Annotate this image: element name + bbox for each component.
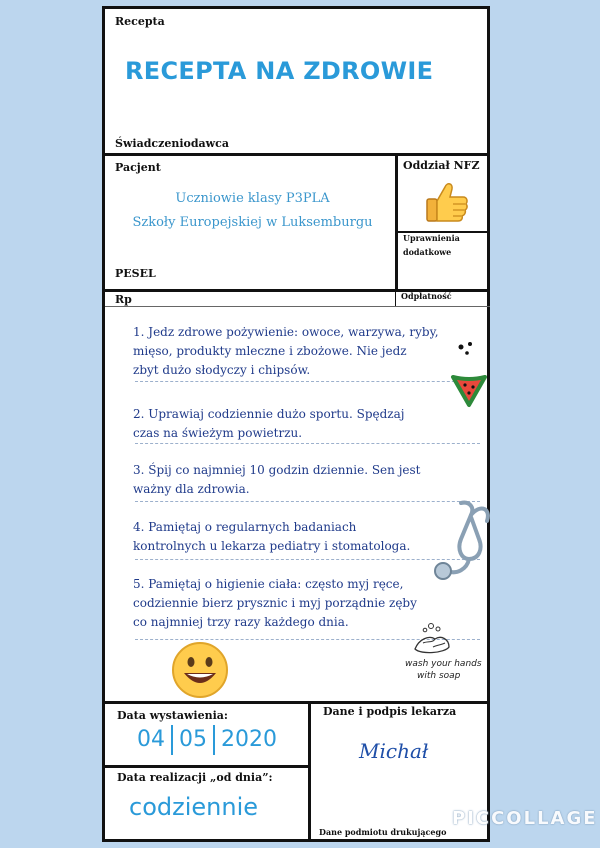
item-4-line-2: kontrolnych u lekarza pediatry i stomatologa. [133,539,411,553]
stethoscope-icon [431,499,497,589]
smiley-icon [171,641,229,699]
divider-patient-nfz [395,153,398,289]
rule-1 [135,381,480,382]
doctor-signature: Michał [359,739,429,763]
item-3-line-2: ważny dla zdrowia. [133,482,250,496]
item-2-line-1: 2. Uprawiaj codziennie dużo sportu. Spędzaj [133,407,405,421]
patient-label: Pacjent [115,161,161,174]
issue-day: 04 [137,727,165,752]
divider-rp [105,701,487,704]
list-item [133,323,463,380]
issue-year: 2020 [221,727,277,752]
app-watermark: PICCOLLAGE [452,808,598,829]
date-separator-1 [171,725,173,755]
item-5-line-1: 5. Pamiętaj o higienie ciała: często myj ręce, [133,577,404,591]
rp-label: Rp [115,293,132,306]
pesel-label: PESEL [115,267,156,280]
divider-bottom-vertical [308,701,311,842]
printer-label: Dane podmiotu drukującego [319,827,447,837]
payment-label: Odpłatność [401,291,452,301]
hand-wash-icon [405,621,457,657]
item-1-line-1: 1. Jedz zdrowe pożywienie: owoce, warzywa, ryby, [133,325,439,339]
patient-name-line1: Uczniowie klasy P3PLA [175,191,330,206]
list-item [133,518,463,556]
issue-month: 05 [179,727,207,752]
handwash-caption-line1: wash your hands [405,659,482,669]
item-1-line-2: mięso, produkty mleczne i zbożowe. Nie jedz [133,344,407,358]
page-title: RECEPTA NA ZDROWIE [125,57,434,85]
thumbs-up-icon [423,177,471,225]
item-2-line-2: czas na świeżym powietrzu. [133,426,303,440]
rule-4 [135,559,480,560]
item-5-line-2: codziennie bierz prysznic i myj porządnie zęby [133,596,417,610]
prescription-card [102,6,490,842]
extra-rights-line1: Uprawnienia [403,233,460,243]
item-3-line-1: 3. Śpij co najmniej 10 godzin dziennie. Sen jest [133,463,421,477]
watermelon-icon [445,341,489,411]
divider-rp-payment [395,292,396,306]
item-1-line-3: zbyt dużo słodyczy i chipsów. [133,363,311,377]
patient-name-line2: Szkoły Europejskiej w Luksemburgu [132,215,373,230]
divider-bottom-left [105,765,308,768]
rule-3 [135,501,480,502]
extra-rights-line2: dodatkowe [403,247,452,257]
doctor-label: Dane i podpis lekarza [323,705,457,718]
issue-date-label: Data wystawienia: [117,709,228,722]
provider-label: Świadczeniodawca [115,137,229,150]
realization-date-value: codziennie [129,793,258,821]
item-5-line-3: co najmniej trzy razy każdego dnia. [133,615,349,629]
list-item [133,405,463,443]
date-separator-2 [213,725,215,755]
nfz-label: Oddział NFZ [403,159,480,172]
recepta-label: Recepta [115,15,165,28]
divider-rp-header [105,306,490,307]
handwash-caption-line2: with soap [417,671,461,681]
divider-header [105,153,487,156]
rule-2 [135,443,480,444]
item-4-line-1: 4. Pamiętaj o regularnych badaniach [133,520,357,534]
realization-date-label: Data realizacji „od dnia”: [117,771,273,784]
list-item [133,461,463,499]
